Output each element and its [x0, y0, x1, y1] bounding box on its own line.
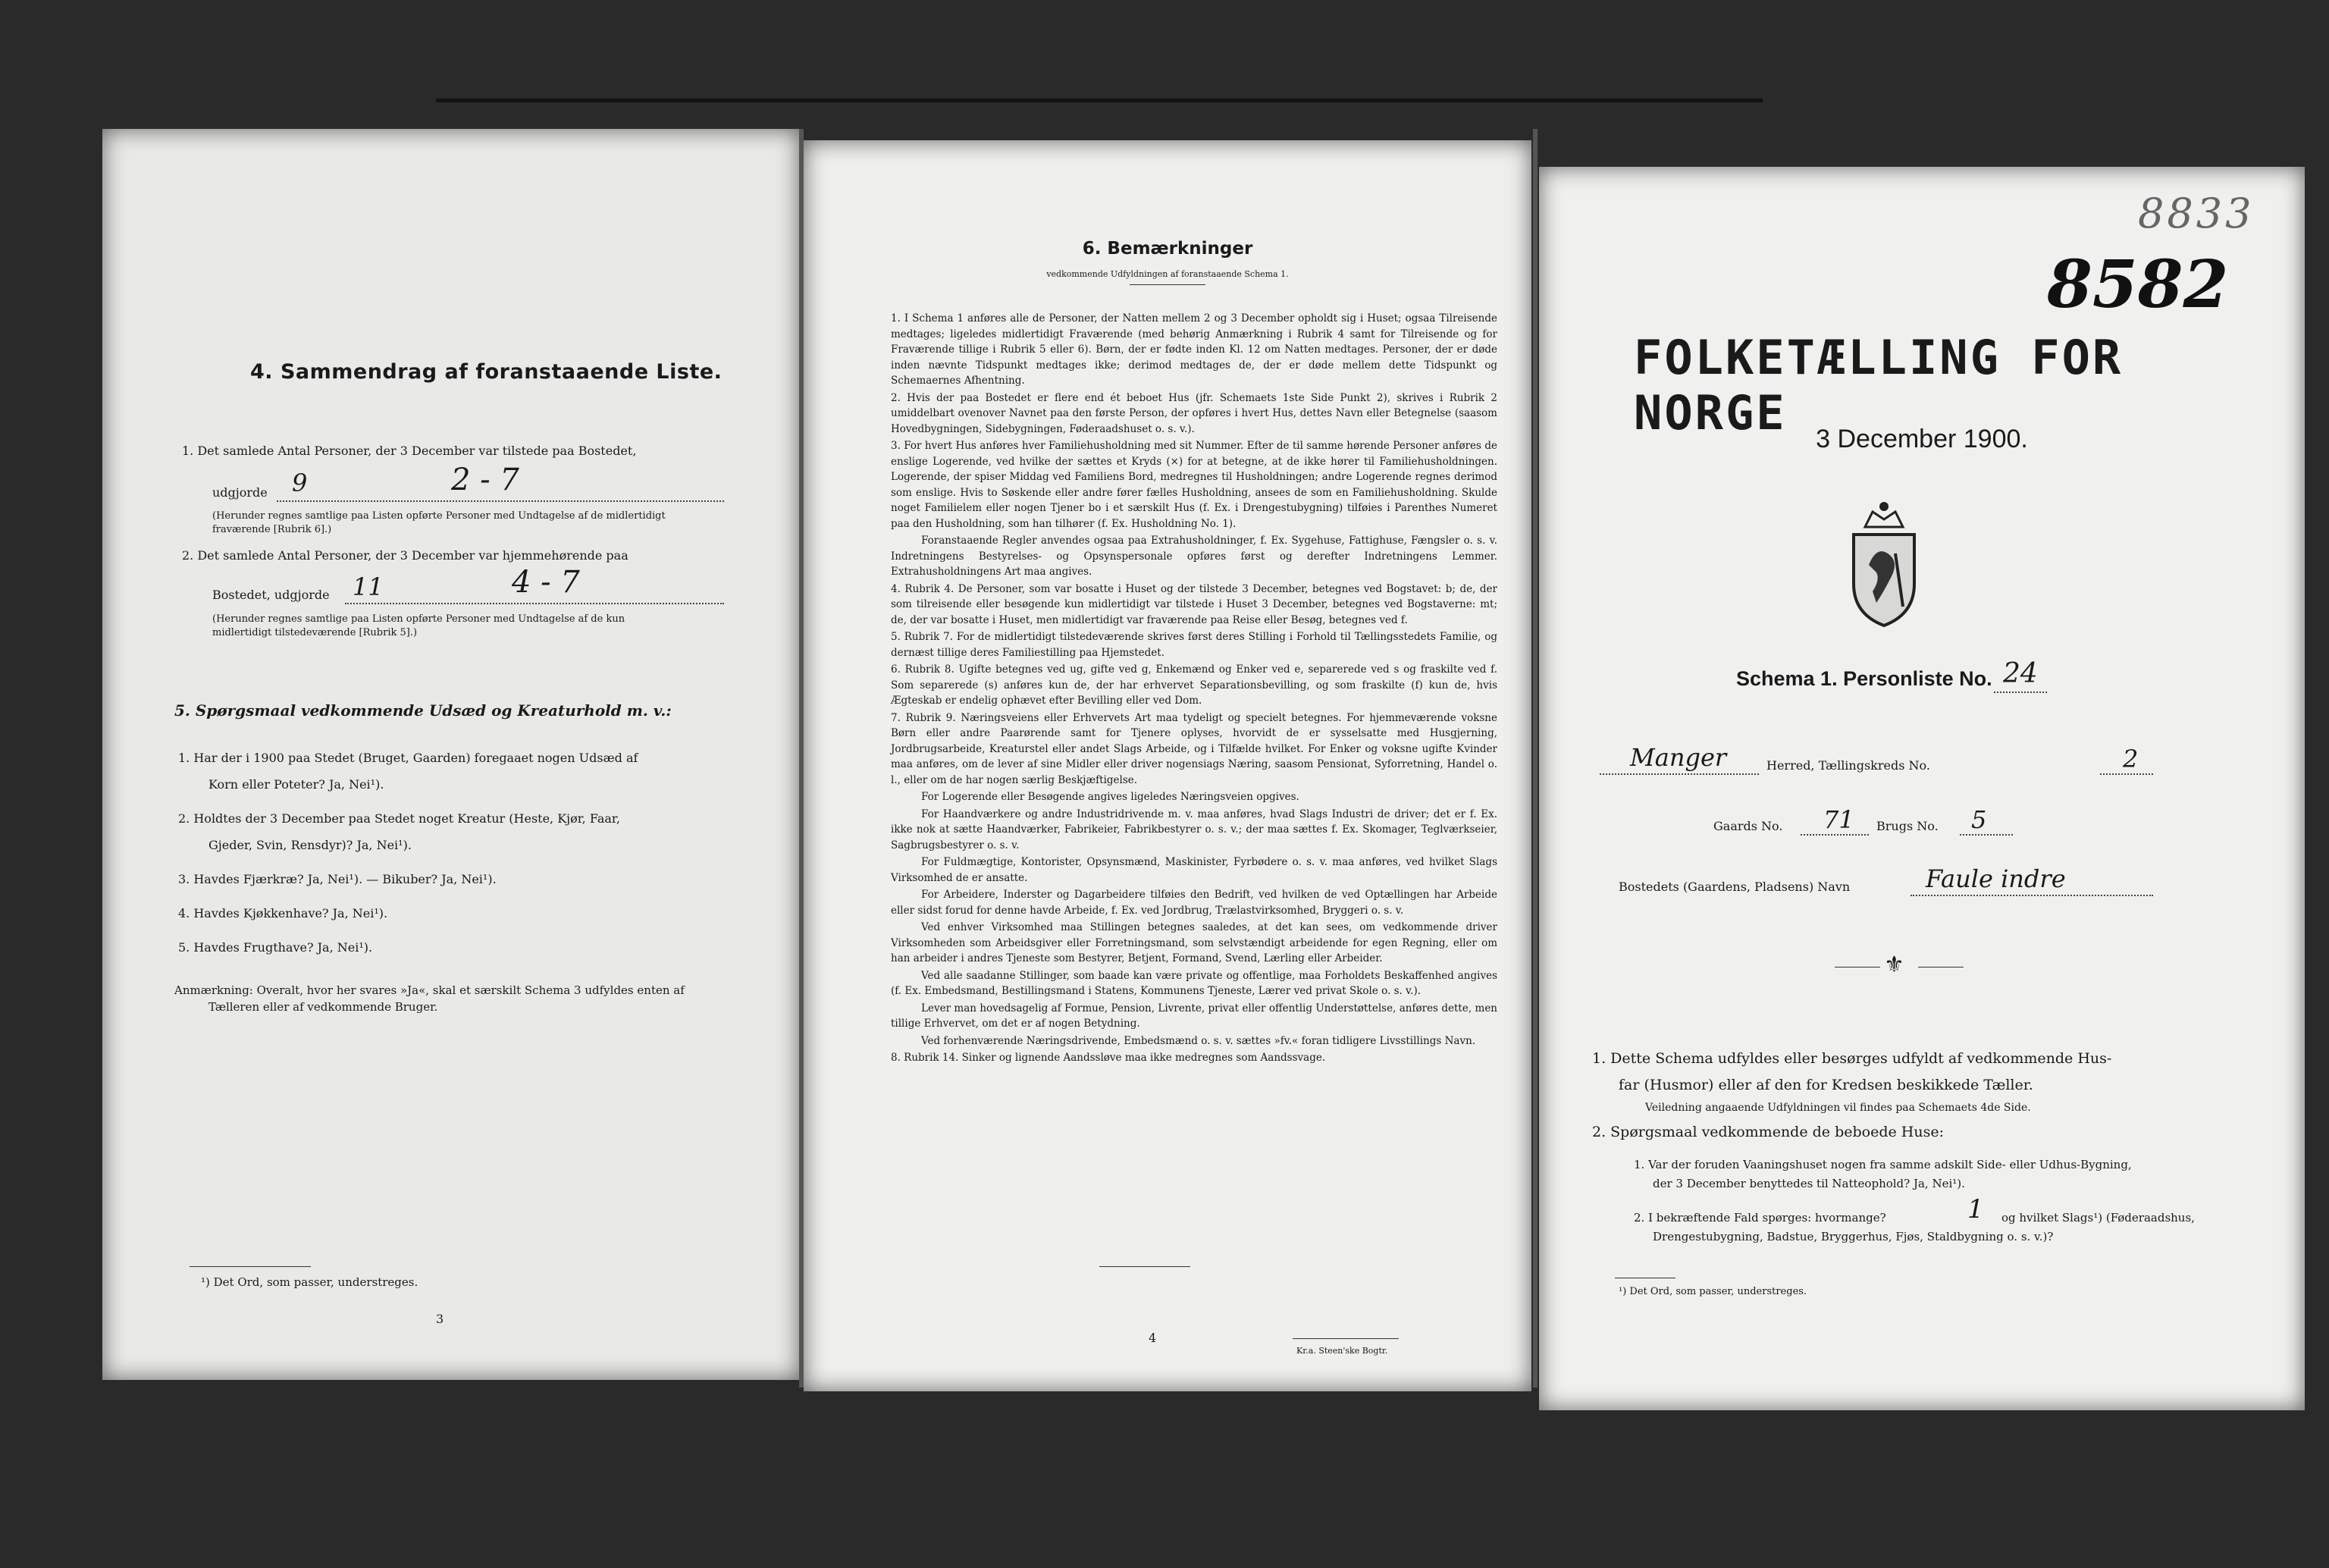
schema-number-handwritten: 24	[2003, 658, 2038, 689]
instruction-2-q2b: og hvilket Slags¹) (Føderaadshus,	[2001, 1211, 2195, 1225]
printer-rule	[1293, 1338, 1399, 1339]
page-3	[102, 129, 800, 1380]
instruction-2-q2-handwritten: 1	[1967, 1194, 1984, 1225]
instruction-2-q2c: Drengestubygning, Badstue, Bryggerhus, Fjøs, Staldbygning o. s. v.)?	[1653, 1230, 2054, 1243]
item2-handwritten-a: 11	[353, 572, 384, 601]
remark-8: 8. Rubrik 14. Sinker og lignende Aandssløve maa ikke medregnes som Aandssvage.	[891, 1052, 1326, 1064]
q1-line1: 1. Har der i 1900 paa Stedet (Bruget, Gaarden) foregaaet nogen Udsæd af	[178, 751, 638, 765]
page-gutter-right	[1533, 129, 1538, 1388]
remark-7g: Ved alle saadanne Stillinger, som baade kan være private og offentlige, maa Forholdets Beskaffenhed angives (f. Ex. Embedsmand, Bestillingsmand i Statens, Kommunens Tjeneste, Lærer ved privat Skole o. s. v.).	[891, 969, 1497, 997]
footnote: ¹) Det Ord, som passer, understreges.	[201, 1275, 418, 1289]
schema-number-line	[1994, 691, 2047, 693]
section-4-title: 4. Sammendrag af foranstaaende Liste.	[250, 360, 723, 384]
item2-line1: 2. Det samlede Antal Personer, der 3 December var hjemmehørende paa	[182, 548, 628, 563]
bosted-line	[1911, 895, 2153, 896]
remark-7e: For Arbeidere, Inderster og Dagarbeidere tilføies den Bedrift, ved hvilken de ved Optællingen har Arbeide eller sidst forud for denne havde Arbeide, f. Ex. ved Jordbrug, Trælastvirksomhed, Bryggeri o. s. v.	[891, 889, 1497, 917]
q1-line2: Korn eller Poteter? Ja, Nei¹).	[208, 777, 384, 792]
item2-line2: Bostedet, udgjorde	[212, 588, 330, 602]
instruction-2: 2. Spørgsmaal vedkommende de beboede Huse:	[1592, 1124, 1944, 1140]
gaards-line	[1801, 834, 1869, 836]
title-rule	[1130, 284, 1205, 285]
binding-rule-line	[436, 99, 1763, 102]
archive-number-2: 8582	[2047, 246, 2229, 323]
page-number-3: 3	[436, 1312, 444, 1326]
herred-line	[1600, 773, 1759, 775]
schema-label: Schema 1. Personliste No.	[1736, 667, 1992, 690]
brugs-label: Brugs No.	[1876, 819, 1939, 833]
item1-handwritten-a: 9	[292, 469, 308, 497]
instruction-2-q2a: 2. I bekræftende Fald spørges: hvormange?	[1634, 1211, 1886, 1225]
remark-5: 5. Rubrik 7. For de midlertidigt tilstedeværende skrives først deres Stilling i Forhold til Tællingsstedets Familie, og dernæst tillige deres Familiestilling paa Hjemstedet.	[891, 631, 1497, 659]
remark-3: 3. For hvert Hus anføres hver Familiehusholdning med sit Nummer. Efter de til samme hørende Personer anføres de enslige Logerende, ved hvilke der sættes et Kryds (×) for at betegne, at de ikke hører til Familiehusholdningen. Logerende, der spiser Middag ved Familiens Bord, medregnes til Husholdningen; andre Logerende regnes derimod som enslige. Hvis to Søskende eller andre fører fælles Husholdning, ansees de som en Familiehusholdning. Skulde noget Familielem eller nogen Tjener bo i et særskilt Hus (f. Ex. i Drengestubygning) tilføies i Parenthes Numeret paa den Husholdning, som han tilhører (f. Ex. Husholdning No. 1).	[891, 440, 1497, 530]
anm-line1: Anmærkning: Overalt, hvor her svares »Ja«, skal et særskilt Schema 3 udfyldes enten af	[174, 983, 685, 997]
item1-handwritten-b: 2 - 7	[451, 463, 519, 497]
remarks-subtitle: vedkommende Udfyldningen af foranstaaende Schema 1.	[1046, 269, 1289, 279]
instruction-1c: Veiledning angaaende Udfyldningen vil findes paa Schemaets 4de Side.	[1645, 1102, 2031, 1114]
q4: 4. Havdes Kjøkkenhave? Ja, Nei¹).	[178, 906, 388, 920]
page-1	[1539, 167, 2305, 1410]
item1-note1: (Herunder regnes samtlige paa Listen opførte Personer med Undtagelse af de midlertidigt	[212, 510, 666, 522]
remark-2: 2. Hvis der paa Bostedet er flere end ét beboet Hus (jfr. Schemaets 1ste Side Punkt 2), skrives i Rubrik 2 umiddelbart ovenover Navnet paa den første Person, der opføres i hvert Hus, dettes Navn eller Betegnelse (saasom Hovedbygningen, Sidebygningen, Føderaadshuset o. s. v.).	[891, 391, 1497, 435]
item1-line2: udgjorde	[212, 485, 268, 500]
q2-line2: Gjeder, Svin, Rensdyr)? Ja, Nei¹).	[208, 838, 412, 852]
remark-1: 1. I Schema 1 anføres alle de Personer, der Natten mellem 2 og 3 December opholdt sig i Huset; ogsaa Tilreisende medtages; ligeledes midlertidigt Fraværende (med behørig Anmærkning i Rubrik 4 samt for Tilreisende og for Fraværende tillige i Rubrik 5 eller 6). Børn, der er fødte inden Kl. 12 om Natten medtages. Personer, der er døde inden nævnte Tidspunkt medtages ikke; derimod medtages de, der er døde mellem dette Tidspunkt og Schemaernes Afhentning.	[891, 312, 1497, 387]
item2-dotted-line	[345, 603, 724, 604]
instruction-2-q1a: 1. Var der foruden Vaaningshuset nogen fra samme adskilt Side- eller Udhus-Bygning,	[1634, 1158, 2132, 1171]
archive-number-1: 8833	[2138, 190, 2255, 237]
kreds-line	[2100, 773, 2153, 775]
item2-note1: (Herunder regnes samtlige paa Listen opførte Personer med Undtagelse af de kun	[212, 613, 625, 625]
footnote-p1: ¹) Det Ord, som passer, understreges.	[1619, 1286, 1807, 1297]
remark-6: 6. Rubrik 8. Ugifte betegnes ved ug, gifte ved g, Enkemænd og Enker ved e, separerede ved s og fraskilte ved f. Som separerede (s) anføres kun de, der har erhvervet Separationsbevilling, og som fraskilte (f) kun de, hvis Ægteskab er endelig ophævet efter Bevilling eller ved Dom.	[891, 663, 1497, 707]
item1-dotted-line	[277, 500, 724, 502]
anm-line2: Tælleren eller af vedkommende Bruger.	[208, 1000, 438, 1014]
instruction-2-q1b: der 3 December benyttedes til Natteophold? Ja, Nei¹).	[1653, 1177, 1965, 1190]
coat-of-arms	[1842, 493, 1926, 632]
item1-line1: 1. Det samlede Antal Personer, der 3 December var tilstede paa Bostedet,	[182, 444, 637, 458]
bosted-label: Bostedets (Gaardens, Pladsens) Navn	[1619, 880, 1851, 894]
q3: 3. Havdes Fjærkræ? Ja, Nei¹). — Bikuber? Ja, Nei¹).	[178, 872, 497, 886]
remark-7d: For Fuldmægtige, Kontorister, Opsynsmænd, Maskinister, Fyrbødere o. s. v. maa anføres, ved hvilket Slags Virksomhed de er ansatte.	[891, 856, 1497, 884]
census-date: 3 December 1900.	[1816, 425, 2028, 453]
remark-7b: For Logerende eller Besøgende angives ligeledes Næringsveien opgives.	[921, 791, 1299, 803]
q2-line1: 2. Holdtes der 3 December paa Stedet noget Kreatur (Heste, Kjør, Faar,	[178, 811, 620, 826]
remark-7f: Ved enhver Virksomhed maa Stillingen betegnes saaledes, at det kan sees, om vedkommende driver Virksomheden som Arbeidsgiver eller Forretningsmand, som selvstændigt arbeidende for egen Regning, eller om han arbeider i andres Tjeneste som Bestyrer, Betjent, Formand, Svend, Lærling eller Arbeider.	[891, 921, 1497, 964]
remark-7c: For Haandværkere og andre Industridrivende m. v. maa anføres, hvad Slags Industri de driver; det er f. Ex. ikke nok at sætte Haandværker, Fabrikeier, Fabrikbestyrer o. s. v.; der maa sættes f. Ex. Skomager, Teglværkseier, Sagbrugsbestyrer o. s. v.	[891, 808, 1497, 851]
herred-handwritten: Manger	[1630, 743, 1727, 772]
instruction-1a: 1. Dette Schema udfyldes eller besørges udfyldt af vedkommende Hus-	[1592, 1050, 2112, 1067]
remark-4: 4. Rubrik 4. De Personer, som var bosatte i Huset og der tilstede 3 December, betegnes ved Bogstavet: b; de, der som tilreisende eller besøgende kun midlertidigt var tilstede i Huset 3 December, betegnes ved Bogstaverne: mt; de, der var bosatte i Huset, men midlertidigt var fraværende paa Reise eller Besøg, betegnes ved f.	[891, 582, 1497, 626]
item2-handwritten-b: 4 - 7	[512, 565, 580, 600]
herred-label: Herred, Tællingskreds No.	[1766, 758, 1930, 773]
item2-note2: midlertidigt tilstedeværende [Rubrik 5].)	[212, 627, 418, 638]
end-rule	[1099, 1266, 1190, 1267]
page-4	[804, 140, 1531, 1391]
footnote-rule	[190, 1266, 311, 1267]
remarks-list	[891, 311, 1497, 1068]
page-number-4: 4	[1149, 1331, 1157, 1345]
bosted-handwritten: Faule indre	[1926, 864, 2066, 893]
gaards-handwritten: 71	[1823, 805, 1854, 834]
q5: 5. Havdes Frugthave? Ja, Nei¹).	[178, 940, 373, 955]
brugs-line	[1960, 834, 2013, 836]
main-title: FOLKETÆLLING FOR NORGE	[1634, 330, 2124, 441]
instruction-1b: far (Husmor) eller af den for Kredsen beskikkede Tæller.	[1619, 1077, 2033, 1093]
ornament-icon: ⚜	[1884, 952, 1904, 978]
remark-7i: Ved forhenværende Næringsdrivende, Embedsmænd o. s. v. sættes »fv.« foran tidligere Livsstillings Navn.	[921, 1034, 1476, 1047]
remarks-title: 6. Bemærkninger	[1082, 239, 1253, 259]
brugs-handwritten: 5	[1971, 805, 1987, 834]
section-5-title: 5. Spørgsmaal vedkommende Udsæd og Kreaturhold m. v.:	[174, 701, 672, 720]
remark-7: 7. Rubrik 9. Næringsveiens eller Erhvervets Art maa tydeligt og specielt betegnes. For hjemmeværende voksne Børn eller andre Paarørende samt for Tjenere oplyses, hvorvidt de er sysselsatte med Husgjerning, Jordbrugsarbeide, Kreaturstel eller andet Slags Arbeide, og i Tilfælde hvilket. For Enker og voksne ugifte Kvinder maa anføres, om de lever af sine Midler eller driver nogensiags Næring, saasom Pensionat, Syforretning, Handel o. l., eller om de har nogen særlig Beskjæftigelse.	[891, 711, 1497, 786]
kreds-handwritten: 2	[2123, 745, 2139, 773]
printer-credit: Kr.a. Steen'ske Bogtr.	[1296, 1346, 1388, 1356]
gaards-label: Gaards No.	[1713, 819, 1783, 833]
remark-3b: Foranstaaende Regler anvendes ogsaa paa Extrahusholdninger, f. Ex. Sygehuse, Fattighuse, Fængsler o. s. v. Indretningens Bestyrelses- og Opsynspersonale opføres først og derefter Indretningens Lemmer. Extrahusholdningens Art maa angives.	[891, 535, 1497, 578]
remark-7h: Lever man hovedsagelig af Formue, Pension, Livrente, privat eller offentlig Understøttelse, anføres dette, men tillige Erhvervet, om det er af nogen Betydning.	[891, 1002, 1497, 1030]
item1-note2: fraværende [Rubrik 6].)	[212, 524, 332, 535]
